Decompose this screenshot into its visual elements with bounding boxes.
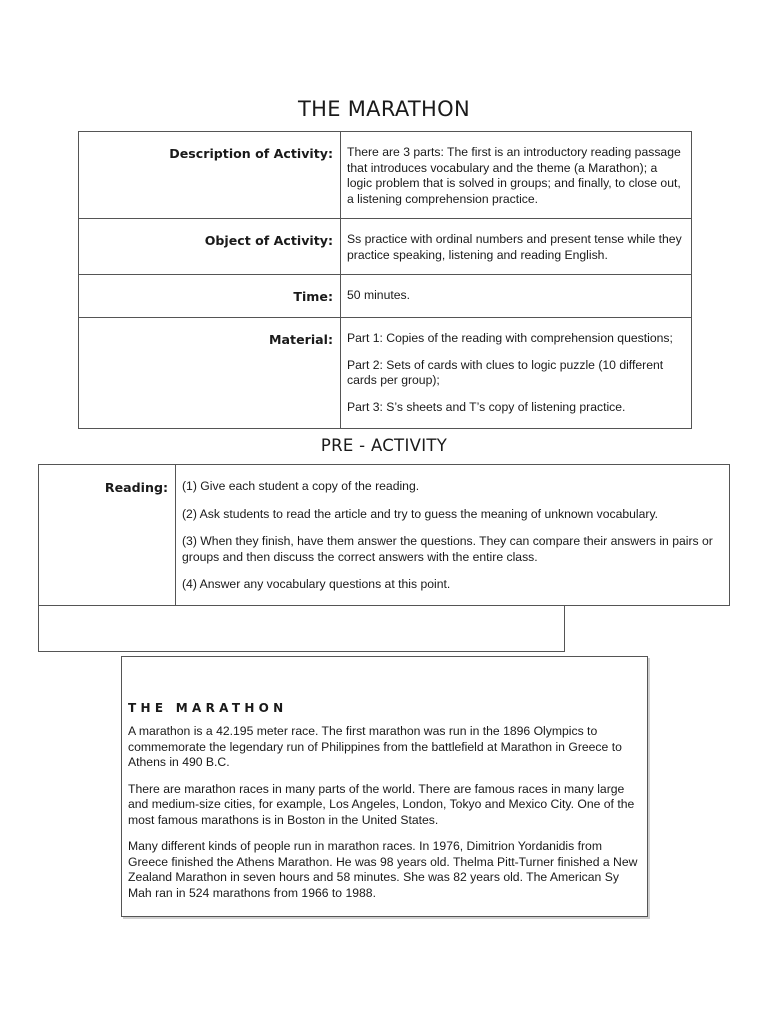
- material-part-2: Part 2: Sets of cards with clues to logic puzzle (10 different cards per group);: [347, 357, 664, 387]
- activity-info-table: [78, 131, 692, 429]
- table-row: [79, 132, 692, 219]
- time-text: 50 minutes.: [347, 288, 411, 302]
- reading-passage-box: [121, 656, 648, 917]
- time-value: [341, 275, 692, 318]
- object-value: [341, 219, 692, 275]
- empty-table-cell: [38, 605, 565, 652]
- table-row: [79, 318, 692, 429]
- description-text: There are 3 parts: The first is an introductory reading passage that introduces vocabulary and the theme (a Marathon); a logic problem that is solved in groups; and finally, to close out, a listening comprehension practice.: [347, 145, 681, 206]
- table-row: [79, 275, 692, 318]
- reading-passage-title: THE MARATHON: [128, 701, 288, 715]
- pre-activity-table: [38, 464, 730, 606]
- reading-step-3: (3) When they finish, have them answer the questions. They can compare their answers in pairs or groups and then discuss the correct answers with the entire class.: [182, 534, 713, 564]
- reading-steps: [176, 465, 730, 606]
- material-part-1: Part 1: Copies of the reading with comprehension questions;: [347, 331, 673, 345]
- reading-label: Reading:: [39, 465, 176, 606]
- time-label: Time:: [79, 275, 341, 318]
- document-title: THE MARATHON: [298, 97, 470, 121]
- reading-step-4: (4) Answer any vocabulary questions at this point.: [182, 577, 451, 591]
- reading-step-2: (2) Ask students to read the article and try to guess the meaning of unknown vocabulary.: [182, 506, 659, 521]
- material-label: Material:: [79, 318, 341, 429]
- pre-activity-heading: PRE - ACTIVITY: [320, 436, 448, 455]
- description-value: [341, 132, 692, 219]
- reading-paragraph-2: There are marathon races in many parts of the world. There are famous races in many large and medium-size cities, for example, Los Angeles, London, Tokyo and Mexico City. One of the most famous marathons is in Boston in the United States.: [128, 781, 635, 827]
- description-label: Description of Activity:: [79, 132, 341, 219]
- reading-paragraph-3: Many different kinds of people run in marathon races. In 1976, Dimitrion Yordanidis from Greece finished the Athens Marathon. He was 98 years old. Thelma Pitt-Turner finished a New Zealand Marathon in seven hours and 58 minutes. She was 82 years old. The American Sy Mah ran in 524 marathons from 1966 to 1988.: [128, 839, 638, 900]
- material-part-3: Part 3: S’s sheets and T’s copy of listening practice.: [347, 399, 626, 414]
- table-row: [39, 465, 730, 606]
- reading-step-1: (1) Give each student a copy of the reading.: [182, 479, 420, 493]
- table-row: [79, 219, 692, 275]
- object-label: Object of Activity:: [79, 219, 341, 275]
- reading-paragraph-1: A marathon is a 42.195 meter race. The first marathon was run in the 1896 Olympics to commemorate the legendary run of Philippines from the battlefield at Marathon in Greece to Athens in 490 B.C.: [128, 724, 622, 769]
- object-text: Ss practice with ordinal numbers and present tense while they practice speaking, listening and reading English.: [347, 232, 682, 262]
- material-value: [341, 318, 692, 429]
